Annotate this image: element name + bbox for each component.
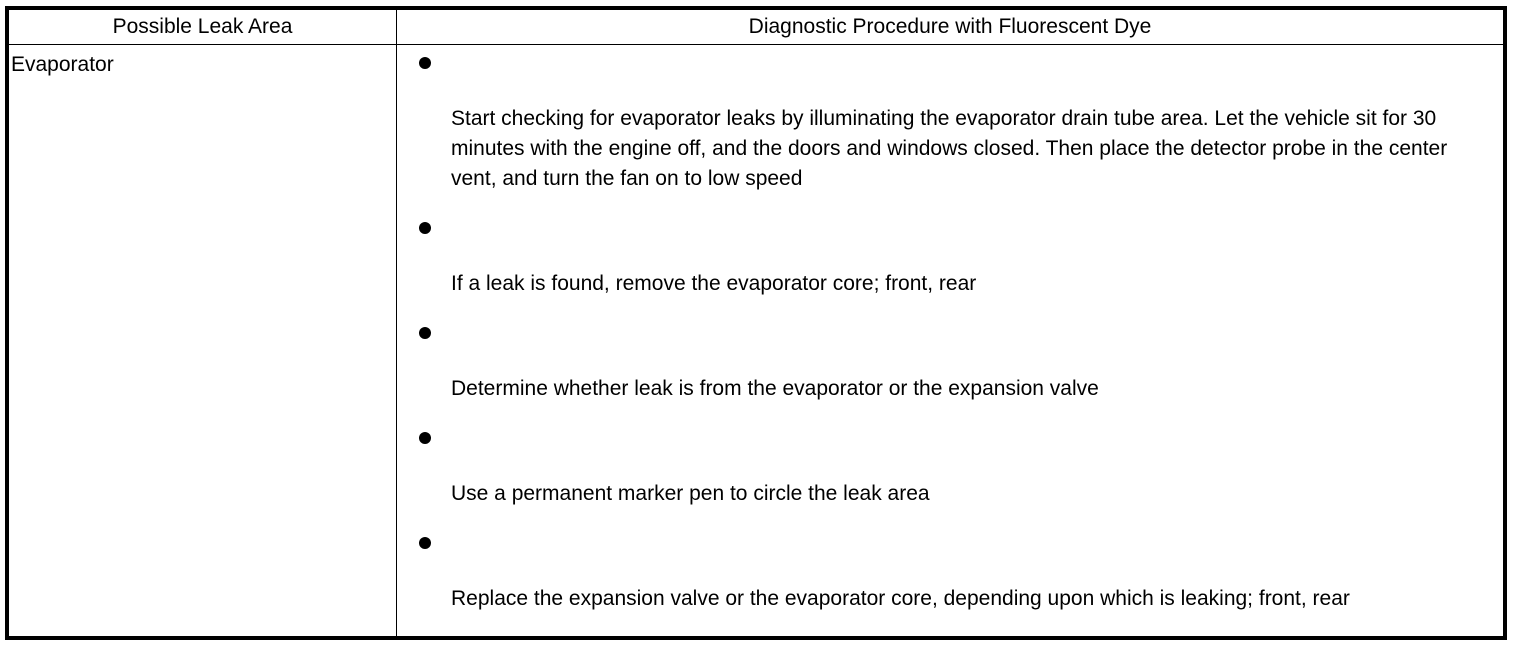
procedure-step-text: Start checking for evaporator leaks by illuminating the evaporator drain tube area. Let the vehicle sit for 30 minutes with the engine off, and the doors and windows closed. Then place the detector probe in the center vent, and turn the fan on to low speed xyxy=(451,107,1448,190)
procedure-step-text: Replace the expansion valve or the evaporator core, depending upon which is leaking; front, rear xyxy=(451,587,1350,610)
leak-area-cell: Evaporator xyxy=(9,45,397,637)
header-possible-leak-area: Possible Leak Area xyxy=(9,10,397,45)
procedure-step-text: Determine whether leak is from the evaporator or the expansion valve xyxy=(451,377,1099,400)
bullet-icon xyxy=(419,222,431,234)
bullet-icon xyxy=(419,537,431,549)
procedure-step xyxy=(397,420,1503,520)
bullet-icon xyxy=(419,327,431,339)
bullet-icon xyxy=(419,57,431,69)
procedure-step xyxy=(397,315,1503,415)
table-row xyxy=(9,45,1504,637)
procedure-step xyxy=(397,45,1503,205)
leak-diagnosis-table xyxy=(5,6,1507,640)
header-row xyxy=(9,10,1504,45)
table-grid xyxy=(8,9,1504,637)
procedure-step-text: If a leak is found, remove the evaporator core; front, rear xyxy=(451,272,977,295)
procedure-step-text: Use a permanent marker pen to circle the leak area xyxy=(451,482,930,505)
procedure-step xyxy=(397,210,1503,310)
procedure-step xyxy=(397,525,1503,635)
procedure-cell xyxy=(397,45,1504,637)
header-diagnostic-procedure: Diagnostic Procedure with Fluorescent Dye xyxy=(397,10,1504,45)
bullet-icon xyxy=(419,432,431,444)
